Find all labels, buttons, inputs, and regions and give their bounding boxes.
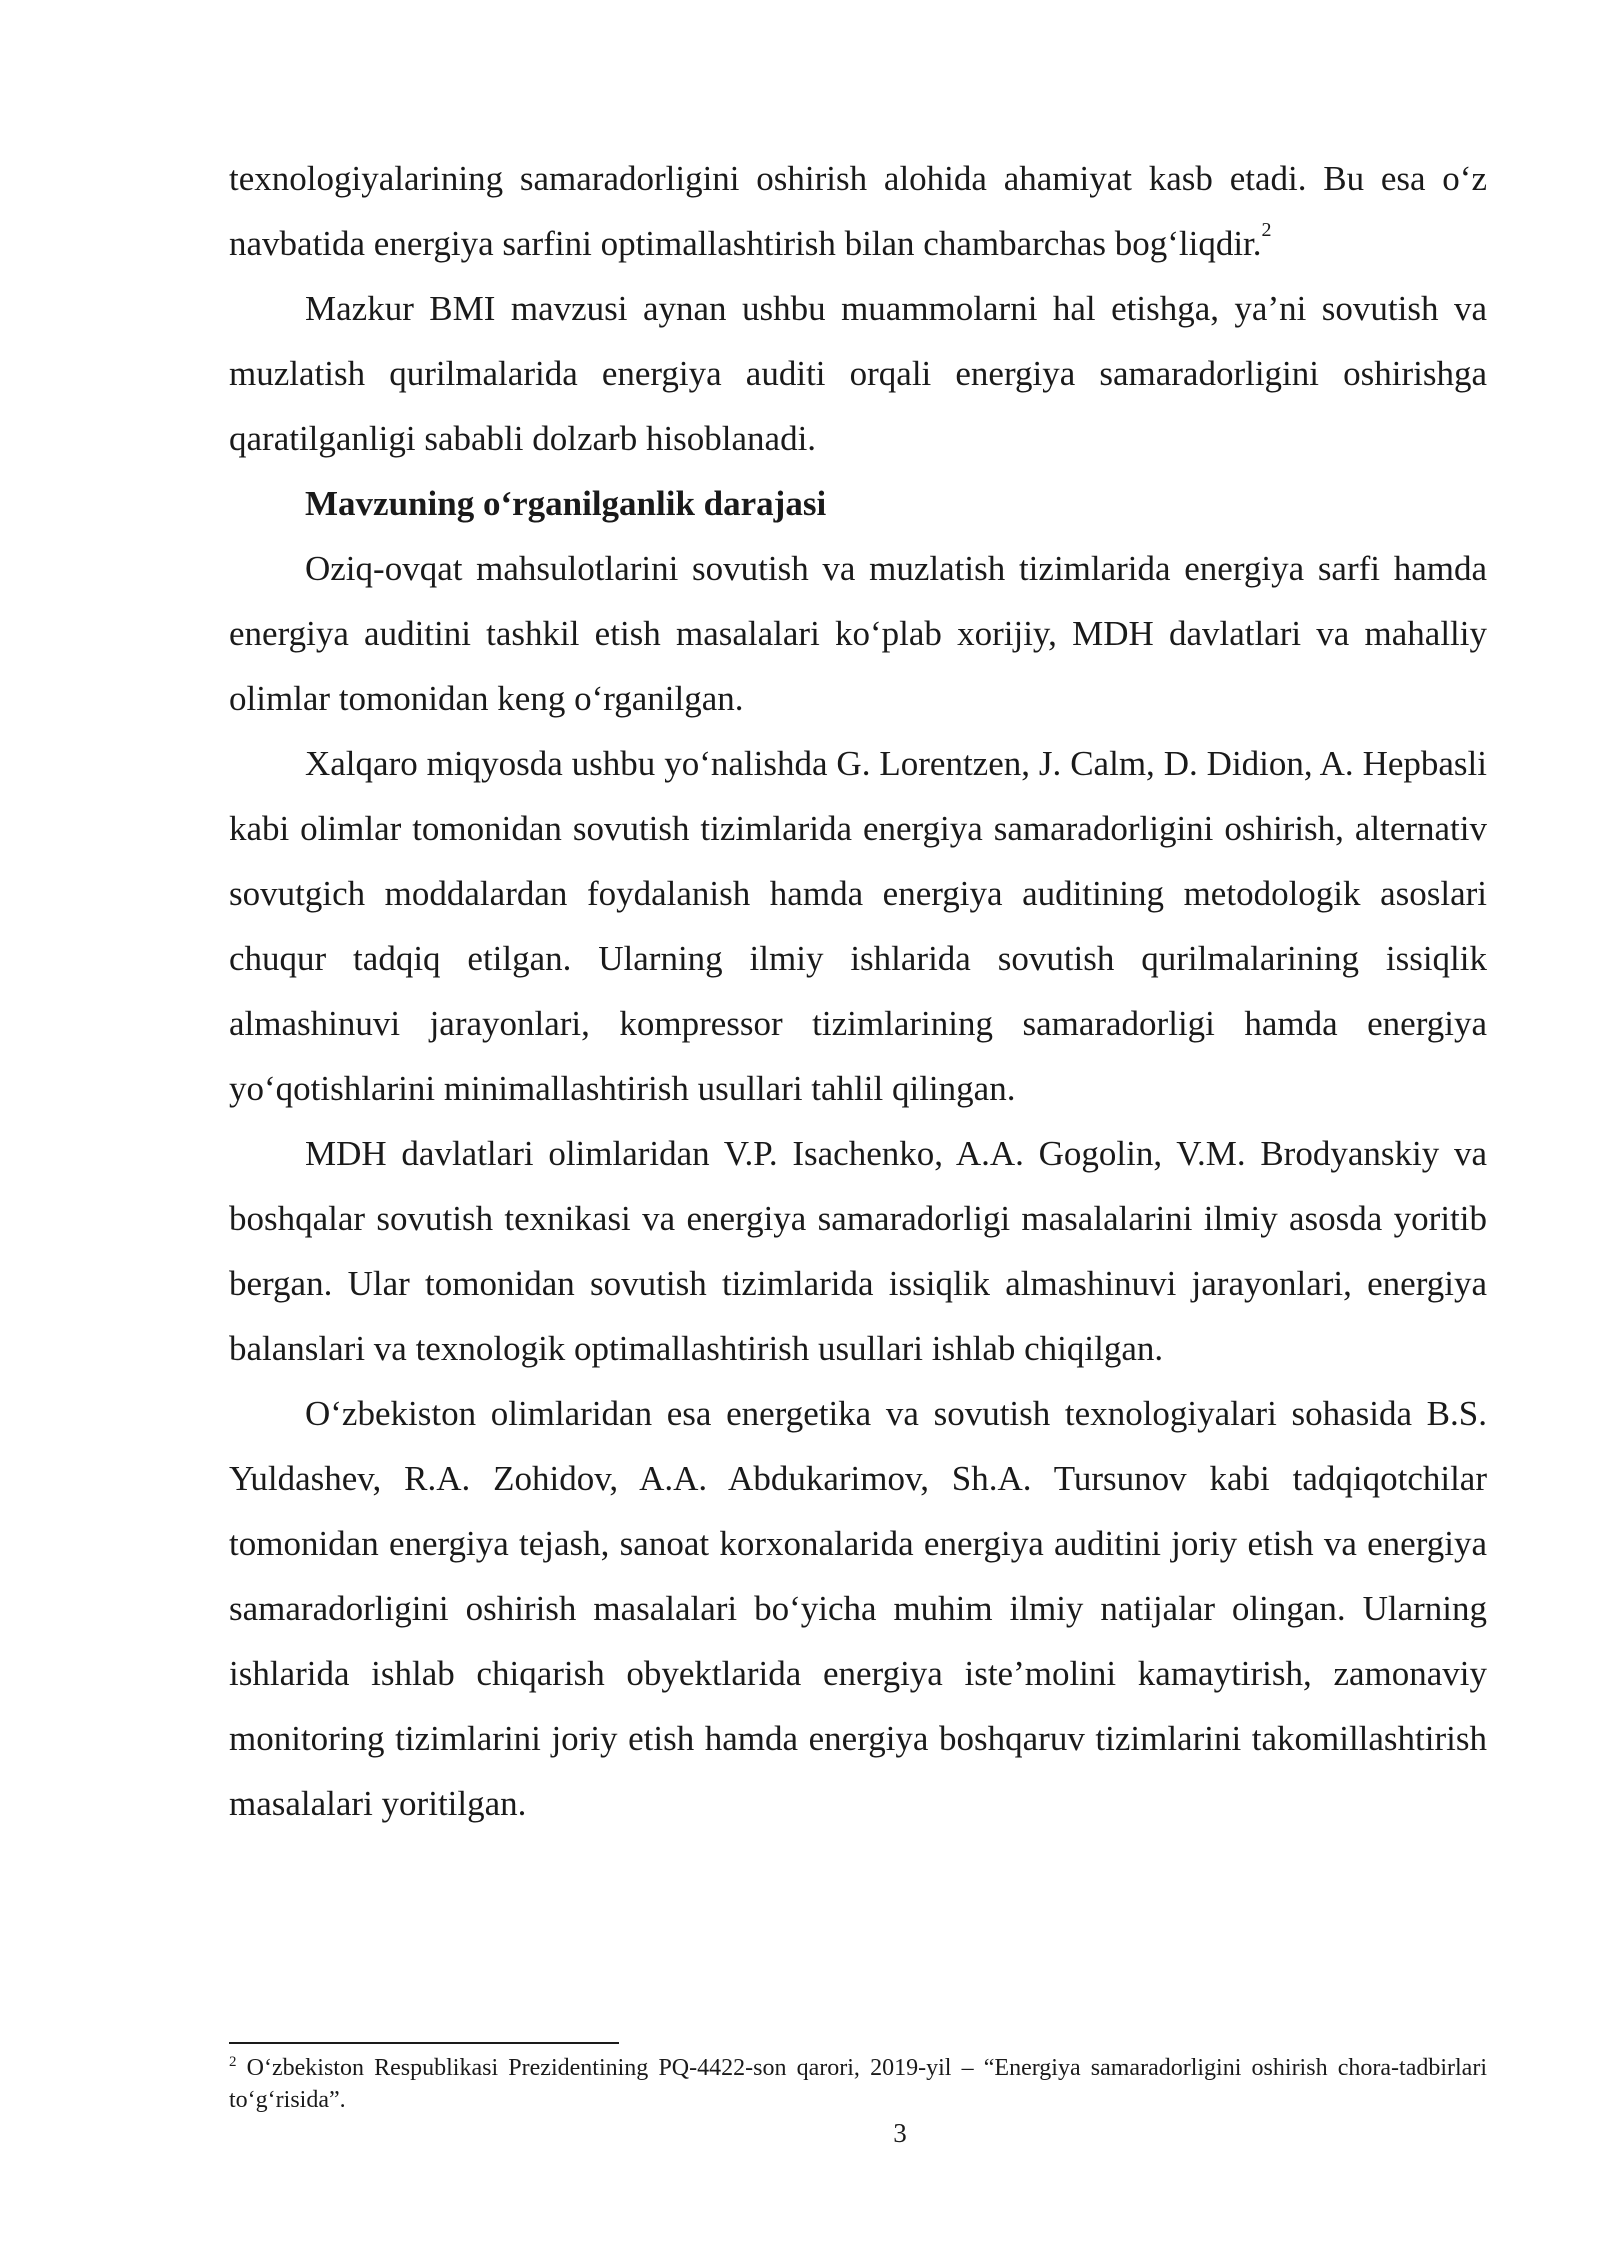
footnote-marker: 2 <box>229 2054 237 2070</box>
footnote-divider <box>229 2042 619 2044</box>
paragraph-international: Xalqaro miqyosda ushbu yo‘nalishda G. Lorentzen, J. Calm, D. Didion, A. Hepbasli kabi olimlar tomonidan sovutish tizimlarida energiya samaradorligini oshirish, alternativ sovutgich moddalardan foydalanish hamda energiya auditining metodologik asoslari chuqur tadqiq etilgan. Ularning ilmiy ishlarida sovutish qurilmalarining issiqlik almashinuvi jarayonlari, kompressor tizimlarining samaradorligi hamda energiya yo‘qotishlarini minimallashtirish usullari tahlil qilingan. <box>229 744 1487 1108</box>
paragraph-continuation <box>229 146 1487 276</box>
paragraph-text: texnologiyalarining samaradorligini oshirish alohida ahamiyat kasb etadi. Bu esa o‘z navbatida energiya sarfini optimallashtirish bilan chambarchas bog‘liqdir. <box>229 159 1487 263</box>
footnote <box>229 2052 1487 2116</box>
paragraph-overview: Oziq-ovqat mahsulotlarini sovutish va muzlatish tizimlarida energiya sarfi hamda energiya auditini tashkil etish masalalari ko‘plab xorijiy, MDH davlatlari va mahalliy olimlar tomonidan keng o‘rganilgan. <box>229 549 1487 718</box>
page-number: 3 <box>893 2118 907 2148</box>
paragraph-relevance: Mazkur BMI mavzusi aynan ushbu muammolarni hal etishga, ya’ni sovutish va muzlatish qurilmalarida energiya auditi orqali energiya samaradorligini oshirishga qaratilganligi sababli dolzarb hisoblanadi. <box>229 289 1487 458</box>
footnote-reference[interactable]: 2 <box>1261 219 1272 242</box>
paragraph-uzbekistan: O‘zbekiston olimlaridan esa energetika va sovutish texnologiyalari sohasida B.S. Yuldashev, R.A. Zohidov, A.A. Abdukarimov, Sh.A. Tursunov kabi tadqiqotchilar tomonidan energiya tejash, sanoat korxonalarida energiya auditini joriy etish va energiya samaradorligini oshirish masalalari bo‘yicha muhim ilmiy natijalar olingan. Ularning ishlarida ishlab chiqarish obyektlarida energiya iste’molini kamaytirish, zamonaviy monitoring tizimlarini joriy etish hamda energiya boshqaruv tizimlarini takomillashtirish masalalari yoritilgan. <box>229 1394 1487 1823</box>
section-heading: Mavzuning o‘rganilganlik darajasi <box>305 484 827 523</box>
body-text <box>229 146 1487 1836</box>
footnote-text: O‘zbekiston Respublikasi Prezidentining PQ-4422-son qarori, 2019-yil – “Energiya samaradorligini oshirish chora-tadbirlari to‘g‘risida”. <box>229 2055 1487 2113</box>
paragraph-cis: MDH davlatlari olimlaridan V.P. Isachenko, A.A. Gogolin, V.M. Brodyanskiy va boshqalar sovutish texnikasi va energiya samaradorligi masalalarini ilmiy asosda yoritib bergan. Ular tomonidan sovutish tizimlarida issiqlik almashinuvi jarayonlari, energiya balanslari va texnologik optimallashtirish usullari ishlab chiqilgan. <box>229 1134 1487 1368</box>
